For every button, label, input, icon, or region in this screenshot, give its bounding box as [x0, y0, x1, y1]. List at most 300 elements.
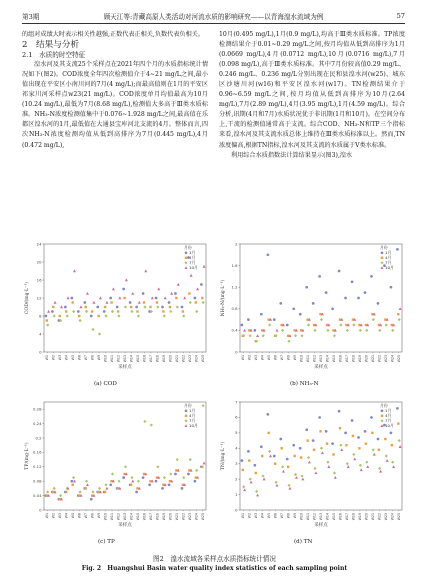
issue-label: 第3期 [22, 13, 40, 21]
legend [184, 245, 198, 270]
legend-label: 1月 [385, 408, 392, 413]
data-point [372, 448, 375, 451]
x-tick-label: W15 [135, 513, 140, 521]
y-tick-label: 1.2 [231, 284, 238, 290]
data-point [181, 487, 184, 490]
data-point [70, 480, 73, 483]
data-point [345, 444, 347, 446]
data-point [305, 286, 308, 289]
data-point [391, 329, 394, 332]
data-point [373, 453, 376, 456]
data-point [314, 471, 317, 474]
data-point [351, 280, 354, 283]
data-point [143, 420, 146, 423]
data-point [325, 291, 328, 294]
x-tick-label: W22 [181, 513, 186, 521]
data-point [332, 453, 334, 455]
data-point [308, 461, 311, 464]
x-tick-label: W6 [77, 355, 82, 361]
data-point [51, 310, 54, 313]
x-tick-label: W4 [64, 355, 69, 361]
x-tick-label: W24 [194, 513, 199, 521]
legend-marker [185, 409, 188, 412]
data-point [176, 305, 179, 308]
x-tick-label: W13 [319, 513, 323, 521]
subcaption-nh3: (b) NH₃-N [290, 381, 319, 387]
data-point [392, 465, 395, 468]
data-point [366, 465, 369, 468]
data-point [262, 334, 265, 337]
data-point [86, 483, 89, 486]
y-axis-label: NH₃-N/(mg·L⁻¹) [221, 279, 226, 317]
data-point [112, 287, 115, 290]
data-point [313, 467, 316, 470]
x-tick-label: W16 [338, 355, 343, 363]
x-tick-label: W1 [45, 355, 50, 361]
data-point [313, 449, 315, 451]
data-point [195, 310, 198, 313]
x-tick-label: W12 [312, 513, 317, 521]
x-tick-label: W6 [273, 513, 278, 519]
data-point [288, 487, 291, 490]
data-point [189, 301, 192, 304]
x-tick-label: W18 [351, 355, 356, 363]
x-tick-label: W10 [299, 513, 304, 521]
data-point [143, 301, 145, 303]
data-point [73, 269, 76, 272]
y-tick-label: 7 [235, 399, 238, 405]
data-point [78, 319, 81, 322]
data-point [255, 490, 258, 493]
data-point [353, 457, 356, 460]
data-point [331, 307, 334, 310]
y-tick-label: 0 [235, 507, 238, 513]
data-point [91, 310, 93, 312]
x-tick-label: W24 [390, 513, 395, 521]
tn-chart [218, 396, 408, 534]
x-tick-label: W22 [377, 513, 382, 521]
data-point [78, 315, 80, 317]
data-point [130, 310, 133, 313]
legend-marker [185, 251, 188, 254]
data-point [254, 329, 257, 332]
data-point [163, 314, 166, 317]
data-point [293, 455, 295, 457]
x-tick-label: W4 [64, 513, 69, 519]
legend-title: 月份 [184, 403, 192, 408]
legend [184, 403, 198, 428]
data-point [286, 458, 289, 461]
data-point [385, 454, 388, 457]
x-tick-label: W10 [103, 355, 108, 363]
x-tick-label: W5 [267, 513, 272, 519]
data-point [279, 438, 282, 441]
data-point [117, 314, 120, 317]
x-tick-label: W9 [97, 355, 102, 361]
data-point [318, 275, 321, 278]
x-tick-label: W14 [325, 513, 330, 521]
data-point [333, 334, 336, 337]
data-point [46, 490, 49, 493]
legend-label: 7月 [385, 418, 392, 423]
data-point [85, 310, 88, 313]
y-tick-label: 20 [36, 259, 42, 265]
x-tick-label: W6 [273, 355, 278, 361]
data-point [104, 314, 107, 317]
x-tick-label: W1 [241, 355, 246, 361]
data-point [65, 310, 67, 312]
x-tick-label: W7 [280, 513, 285, 519]
data-point [86, 292, 89, 295]
x-tick-label: W11 [306, 513, 311, 521]
panel-tn [218, 396, 408, 534]
data-point [312, 439, 315, 442]
data-point [378, 329, 381, 332]
data-point [163, 476, 166, 479]
x-tick-label: W8 [90, 513, 95, 519]
data-point [352, 323, 355, 326]
x-tick-label: W19 [357, 355, 362, 363]
data-point [123, 297, 125, 299]
data-point [351, 419, 354, 422]
data-point [358, 447, 360, 449]
data-point [370, 416, 373, 419]
data-point [45, 315, 48, 318]
legend-marker [185, 266, 188, 269]
data-point [98, 487, 101, 490]
x-tick-label: W25 [396, 513, 401, 521]
x-tick-label: W22 [377, 355, 382, 363]
data-point [85, 480, 88, 483]
page-number: 57 [396, 12, 405, 20]
data-point [390, 432, 393, 435]
data-point [371, 432, 373, 434]
data-point [157, 287, 160, 290]
data-point [201, 466, 203, 468]
data-point [110, 301, 112, 303]
body-paragraph: 湟水河及其支流25个采样点在2021年四个月的水质指标统计情况如下(图2)。COD浓度全年四次检测值介于4~21 mg/L之间,最小值出现在平安区小南川河的7月(4 mg/L);而最高值则在1月的平安区祁家川河采样点w23(21 mg/L)。COD浓度单月均值最高为10月(10.24 mg/L),最低为7月(8.68 mg/L),检测值大多高于Ⅲ类水质标准。NH₃-N浓度检测值集中于0.076~1.928 mg/L之间,最高值在乐都区湟水河的1月,最低值在大通县宝库河北支流的4月。整体而言,四次NH₃-N浓度检测均值从低到高排序为7月(0.445 mg/L),4月(0.472 mg/L), [22, 61, 208, 149]
x-tick-label: W20 [168, 513, 173, 521]
data-point [117, 310, 119, 312]
x-tick-label: W8 [286, 513, 291, 519]
data-point [104, 483, 107, 486]
data-point [116, 306, 119, 309]
plot-frame [240, 402, 402, 510]
data-point [135, 306, 138, 309]
y-tick-label: 0.16 [33, 449, 42, 455]
data-point [352, 453, 355, 456]
section-title: 2 结果与分析 [22, 40, 80, 51]
data-point [241, 324, 244, 327]
x-tick-label: W7 [280, 355, 285, 361]
data-point [378, 467, 381, 470]
x-tick-label: W5 [71, 355, 76, 361]
x-tick-label: W9 [97, 513, 102, 519]
data-point [379, 470, 382, 473]
figure-caption-en: Fig. 2 Huangshui Basin water quality index statistics of each sampling point [81, 565, 348, 572]
data-point [326, 329, 329, 332]
data-point [357, 436, 360, 439]
data-point [84, 306, 86, 308]
y-tick-label: 3 [235, 461, 238, 467]
body-paragraph: 利用综合水质指数法计算结果显示(图3),湟水 [231, 151, 353, 159]
legend-marker [381, 251, 384, 254]
data-point [111, 310, 114, 313]
data-point [268, 432, 270, 434]
data-point [339, 323, 342, 326]
data-point [104, 306, 106, 308]
right-column [219, 30, 405, 161]
data-point [344, 432, 347, 435]
data-point [109, 297, 112, 300]
data-point [266, 253, 269, 256]
data-point [156, 301, 158, 303]
series-4 [243, 445, 402, 496]
data-point [189, 458, 192, 461]
data-point [385, 323, 388, 326]
data-point [125, 278, 128, 281]
data-point [398, 439, 401, 442]
data-point [105, 301, 108, 304]
data-point [326, 442, 328, 444]
data-point [164, 296, 167, 299]
data-point [77, 310, 80, 313]
data-point [292, 307, 295, 310]
data-point [397, 313, 399, 315]
data-point [273, 318, 276, 321]
data-point [53, 487, 56, 490]
data-point [72, 310, 75, 313]
data-point [143, 305, 146, 308]
data-point [242, 469, 244, 471]
x-tick-label: W20 [168, 355, 173, 363]
data-point [131, 292, 134, 295]
x-tick-label: W23 [383, 355, 388, 363]
x-tick-label: W2 [51, 513, 56, 519]
data-point [155, 297, 158, 300]
data-point [122, 288, 125, 291]
x-tick-label: W5 [71, 513, 76, 519]
data-point [196, 287, 199, 290]
data-point [352, 435, 354, 437]
x-tick-label: W5 [267, 355, 272, 361]
data-point [287, 466, 289, 468]
y-tick-label: 2 [235, 241, 238, 247]
data-point [72, 476, 75, 479]
data-point [370, 275, 373, 278]
data-point [248, 459, 250, 461]
data-point [83, 301, 86, 304]
legend-marker [380, 419, 383, 422]
data-point [399, 307, 402, 310]
x-tick-label: W3 [58, 513, 63, 519]
subcaption-cod: (a) COD [94, 381, 117, 387]
legend-marker [380, 261, 383, 264]
x-tick-label: W21 [370, 355, 375, 363]
x-tick-label: W6 [77, 513, 82, 519]
subcaption-tp: (c) TP [98, 539, 115, 545]
data-point [65, 491, 67, 493]
x-tick-label: W13 [319, 355, 323, 363]
data-point [117, 480, 120, 483]
legend-label: 10月 [385, 423, 394, 428]
nh3-chart [218, 238, 408, 376]
intro-tail: 的组对成绩大时表示相关性越强,正数代表正相关,负数代表负相关。 [22, 31, 204, 38]
legend-marker [381, 257, 383, 259]
data-point [396, 407, 399, 410]
data-point [325, 430, 328, 433]
data-point [357, 297, 360, 300]
data-point [305, 428, 308, 431]
series-4 [47, 265, 206, 313]
data-point [90, 315, 93, 318]
data-point [307, 456, 310, 459]
data-point [260, 313, 263, 316]
legend-marker [184, 261, 187, 264]
x-tick-label: W17 [344, 355, 349, 363]
data-point [148, 483, 151, 486]
x-tick-label: W11 [306, 355, 311, 363]
data-point [359, 464, 362, 467]
figure-2 [22, 238, 407, 556]
data-point [137, 480, 140, 483]
data-point [360, 468, 363, 471]
data-point [129, 301, 132, 304]
data-point [268, 450, 271, 453]
data-point [135, 491, 138, 494]
data-point [384, 438, 386, 440]
data-point [79, 305, 82, 308]
data-point [200, 283, 203, 286]
data-point [151, 296, 154, 299]
series-2 [242, 313, 400, 342]
data-point [104, 491, 106, 493]
legend-label: 4月 [385, 255, 392, 260]
data-point [67, 296, 70, 299]
data-point [52, 306, 54, 308]
data-point [124, 305, 127, 308]
data-point [138, 301, 141, 304]
legend-marker [184, 419, 187, 422]
data-point [292, 444, 295, 447]
data-point [274, 463, 276, 465]
data-point [47, 310, 50, 313]
x-tick-label: W10 [299, 355, 304, 363]
data-point [377, 302, 380, 305]
data-point [54, 301, 57, 304]
data-point [170, 292, 173, 295]
legend-label: 7月 [189, 260, 196, 265]
subcaption-tn: (d) TN [294, 539, 313, 545]
data-point [364, 430, 367, 433]
series-1 [45, 256, 203, 322]
data-point [365, 329, 368, 332]
data-point [260, 445, 263, 448]
data-point [263, 478, 266, 481]
data-point [187, 473, 190, 476]
data-point [261, 455, 263, 457]
data-point [188, 292, 190, 294]
data-point [130, 306, 132, 308]
data-point [299, 313, 302, 316]
x-tick-label: W14 [129, 513, 134, 521]
data-point [242, 485, 245, 488]
panel-tp [22, 396, 212, 534]
legend-marker [381, 266, 384, 269]
data-point [254, 464, 257, 467]
data-point [70, 297, 73, 300]
data-point [124, 465, 127, 468]
data-point [318, 416, 321, 419]
data-point [300, 474, 303, 477]
y-tick-label: 8 [39, 313, 42, 319]
data-point [307, 323, 310, 326]
x-tick-label: W10 [103, 513, 108, 521]
y-tick-label: 6 [235, 414, 238, 420]
data-point [91, 490, 94, 493]
plot-frame [44, 402, 206, 510]
x-tick-label: W12 [312, 355, 317, 363]
data-point [333, 471, 336, 474]
x-tick-label: W1 [241, 513, 246, 519]
data-point [46, 319, 48, 321]
x-tick-label: W15 [135, 355, 140, 363]
x-tick-label: W21 [174, 355, 179, 363]
data-point [287, 340, 290, 343]
x-tick-label: W14 [129, 355, 134, 363]
legend-label: 7月 [189, 418, 196, 423]
data-point [287, 484, 290, 487]
x-tick-label: W17 [148, 355, 153, 363]
data-point [98, 332, 101, 335]
data-point [176, 458, 179, 461]
data-point [247, 318, 250, 321]
data-point [365, 461, 368, 464]
data-point [175, 297, 177, 299]
x-tick-label: W18 [351, 513, 356, 521]
x-axis-label: 采样点 [118, 365, 132, 370]
data-point [320, 447, 323, 450]
data-point [266, 413, 269, 416]
data-point [183, 296, 186, 299]
x-tick-label: W19 [161, 355, 166, 363]
x-tick-label: W3 [254, 355, 259, 361]
legend-label: 10月 [189, 423, 198, 428]
y-tick-label: 1 [235, 491, 238, 497]
data-point [195, 469, 198, 472]
data-point [319, 430, 321, 432]
y-tick-label: 0.8 [231, 306, 238, 312]
legend [380, 245, 394, 270]
legend-label: 1月 [385, 250, 392, 255]
x-tick-label: W12 [116, 355, 121, 363]
data-point [90, 498, 93, 501]
data-point [249, 334, 252, 337]
data-point [66, 314, 69, 317]
legend-label: 10月 [189, 265, 198, 270]
x-tick-label: W2 [247, 355, 252, 361]
x-tick-label: W14 [325, 355, 330, 363]
x-tick-label: W25 [200, 513, 205, 521]
x-tick-label: W13 [123, 355, 127, 363]
data-point [174, 292, 177, 295]
data-point [194, 297, 197, 300]
data-point [122, 476, 125, 479]
y-tick-label: 0.4 [231, 327, 238, 333]
data-point [249, 478, 252, 481]
y-tick-label: 0.24 [33, 420, 42, 426]
data-point [280, 447, 282, 449]
